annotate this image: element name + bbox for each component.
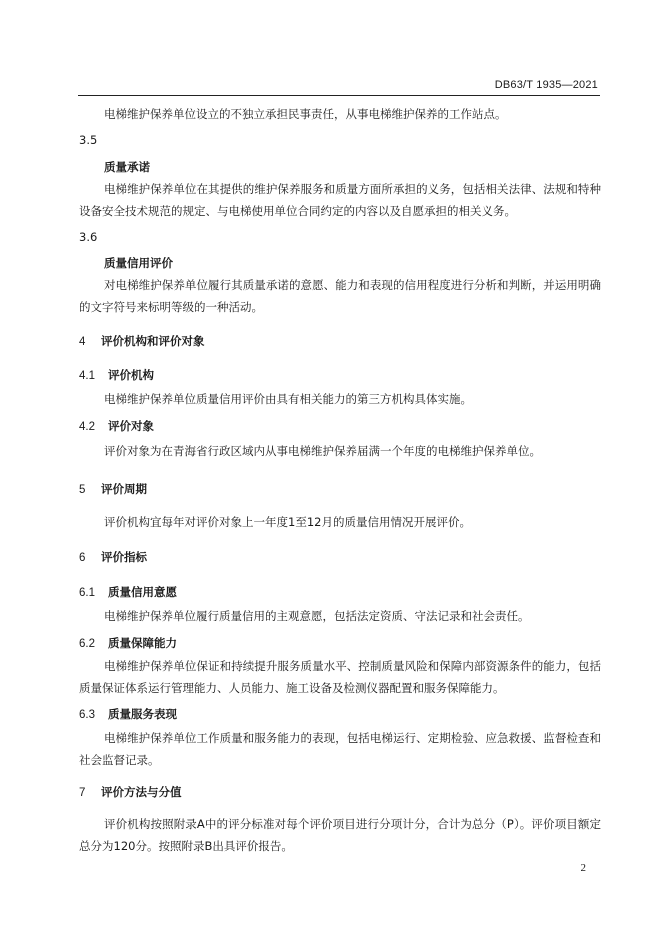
subsection-text: 电梯维护保养单位工作质量和服务能力的表现，包括电梯运行、定期检验、应急救援、监督检查和社会监督记录。	[79, 731, 601, 767]
section-title: 评价机构和评价对象	[101, 334, 205, 348]
subsection-title: 评价机构	[108, 368, 154, 382]
subsection-title: 质量信用意愿	[108, 585, 177, 599]
subsection-heading	[79, 367, 154, 383]
intro-paragraph: 电梯维护保养单位设立的不独立承担民事责任，从事电梯维护保养的工作站点。	[104, 107, 507, 121]
subsection-title: 质量保障能力	[108, 636, 177, 650]
subsection-number: 6.2	[79, 638, 95, 650]
subsection-text: 电梯维护保养单位保证和持续提升服务质量水平、控制质量风险和保障内部资源条件的能力，包括质量保证体系运行管理能力、人员能力、施工设备及检测仪器配置和服务保障能力。	[79, 659, 601, 695]
subsection-number: 6.3	[79, 709, 95, 721]
term-number: 3.5	[79, 133, 98, 147]
term-definition: 电梯维护保养单位在其提供的维护保养服务和质量方面所承担的义务，包括相关法律、法规和特种设备安全技术规范的规定、与电梯使用单位合同约定的内容以及自愿承担的相关义务。	[79, 182, 601, 218]
subsection-text: 电梯维护保养单位质量信用评价由具有相关能力的第三方机构具体实施。	[104, 392, 472, 406]
section-title: 评价方法与分值	[101, 785, 182, 799]
section-text: 评价机构宜每年对评价对象上一年度1至12月的质量信用情况开展评价。	[104, 515, 471, 529]
term-name: 质量承诺	[104, 160, 150, 174]
section-number: 5	[79, 484, 86, 496]
document-code: DB63/T 1935—2021	[494, 79, 598, 91]
subsection-title: 评价对象	[108, 419, 154, 433]
subsection-heading	[79, 584, 177, 600]
header-rule	[78, 95, 600, 96]
subsection-text: 电梯维护保养单位履行质量信用的主观意愿，包括法定资质、守法记录和社会责任。	[104, 609, 530, 623]
section-title: 评价指标	[101, 550, 147, 564]
page-number: 2	[580, 862, 586, 874]
section-heading	[79, 784, 182, 800]
term-name: 质量信用评价	[104, 256, 173, 270]
section-heading	[79, 481, 147, 497]
section-heading	[79, 549, 147, 565]
section-number: 4	[79, 336, 86, 348]
section-heading	[79, 333, 205, 349]
term-definition: 对电梯维护保养单位履行其质量承诺的意愿、能力和表现的信用程度进行分析和判断，并运用明确的文字符号来标明等级的一种活动。	[79, 278, 601, 314]
section-number: 7	[79, 787, 86, 799]
subsection-heading	[79, 706, 177, 722]
subsection-title: 质量服务表现	[108, 707, 177, 721]
subsection-number: 4.2	[79, 421, 95, 433]
section-number: 6	[79, 552, 86, 564]
section-title: 评价周期	[101, 482, 147, 496]
term-number: 3.6	[79, 230, 98, 244]
subsection-number: 6.1	[79, 587, 95, 599]
subsection-text: 评价对象为在青海省行政区域内从事电梯维护保养届满一个年度的电梯维护保养单位。	[104, 444, 541, 458]
subsection-number: 4.1	[79, 370, 95, 382]
section-text: 评价机构按照附录A中的评分标准对每个评价项目进行分项计分，合计为总分（P）。评价项目额定总分为120分。按照附录B出具评价报告。	[79, 817, 601, 853]
subsection-heading	[79, 635, 177, 651]
subsection-heading	[79, 418, 154, 434]
